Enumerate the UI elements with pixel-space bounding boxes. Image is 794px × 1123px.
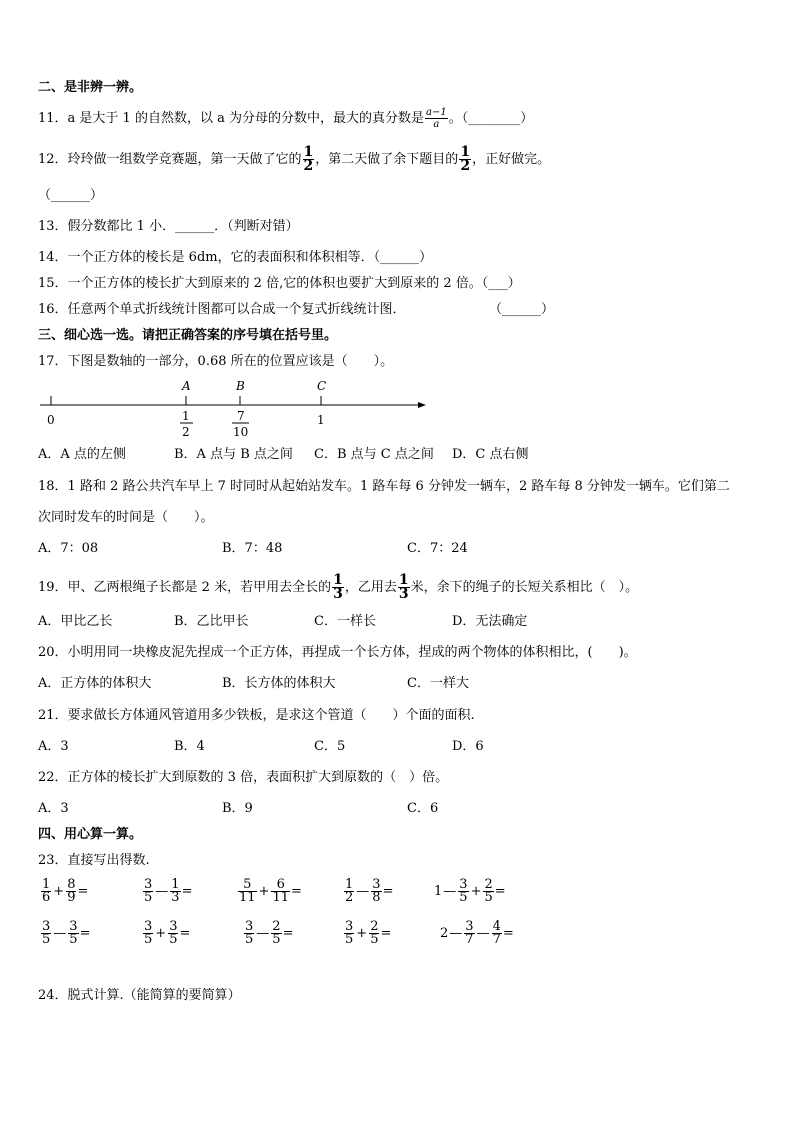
- q11-text: 11．a 是大于 1 的自然数，以 a 为分母的分数中，最大的真分数是: [38, 111, 424, 126]
- number-line-arrow: [418, 402, 426, 408]
- q20-options: [38, 676, 469, 692]
- q18-option-b[interactable]: B．7：48: [222, 541, 283, 556]
- label-one: 1: [317, 413, 325, 427]
- question-22: 22．正方体的棱长扩大到原数的 3 倍，表面积扩大到原数的（ ）倍。: [38, 770, 449, 785]
- q17-option-c[interactable]: C．B 点与 C 点之间: [314, 447, 434, 462]
- question-15: 15．一个正方体的棱长扩大到原来的 2 倍,它的体积也要扩大到原来的 2 倍。（___）: [38, 276, 521, 291]
- q17-options: [38, 447, 529, 463]
- q20-option-b[interactable]: B．长方体的体积大: [222, 676, 336, 691]
- label-half-den: 2: [182, 425, 190, 439]
- q19-fraction-1: $\frac{1}{3}$: [333, 572, 343, 602]
- label-b: B: [236, 379, 245, 393]
- q22-option-c[interactable]: C．6: [407, 801, 439, 816]
- question-11: [38, 107, 533, 130]
- question-18-line-1: 18．1 路和 2 路公共汽车早上 7 时同时从起始站发车。1 路车每 6 分钟发一辆车，2 路车每 8 分钟发一辆车。它们第二: [38, 479, 730, 494]
- calc-r2-5: 2 — $\frac{3}{7}$ — $\frac{4}{7}$ =: [440, 919, 514, 947]
- calc-r2-4: $\frac{3}{5}$ + $\frac{2}{5}$ =: [345, 919, 392, 947]
- section-heading-choose: 三、细心选一选。请把正确答案的序号填在括号里。: [38, 328, 338, 343]
- q20-option-c[interactable]: C．一样大: [407, 676, 469, 691]
- q19-option-b[interactable]: B．乙比甲长: [174, 614, 249, 629]
- q22-option-b[interactable]: B．9: [222, 801, 253, 816]
- label-c: C: [317, 379, 327, 393]
- calc-r1-1: $\frac{1}{6}$ + $\frac{8}{9}$ =: [42, 877, 89, 905]
- label-seven-tenths-den: 10: [233, 425, 249, 439]
- q19-options: [38, 614, 527, 630]
- q19-option-a[interactable]: A．甲比乙长: [38, 614, 113, 629]
- question-16: 16．任意两个单式折线统计图都可以合成一个复式折线统计图． （______）: [38, 302, 555, 317]
- label-a: A: [182, 379, 191, 393]
- q18-options: [38, 541, 468, 557]
- q21-options: [38, 739, 484, 755]
- q18-option-c[interactable]: C．7：24: [407, 541, 468, 556]
- q12-fraction-2: $\frac{1}{2}$: [460, 144, 471, 174]
- question-12: 12．玲玲做一组数学竞赛题，第一天做了它的 $\frac{1}{2}$ ，第二天做了余下题目的 $\frac{1}{2}$ ，正好做完。: [38, 144, 551, 174]
- label-half-num: 1: [182, 409, 190, 423]
- q21-option-d[interactable]: D．6: [452, 739, 484, 754]
- q19-option-c[interactable]: C．一样长: [314, 614, 376, 629]
- question-14: 14．一个正方体的棱长是 6dm，它的表面积和体积相等．（______）: [38, 250, 433, 265]
- question-13: 13．假分数都比 1 小．______．（判断对错）: [38, 219, 299, 234]
- calc-r1-3: $\frac{5}{11}$ + $\frac{6}{11}$ =: [239, 877, 302, 905]
- question-20: 20．小明用同一块橡皮泥先捏成一个正方体，再捏成一个长方体，捏成的两个物体的体积相比，( )。: [38, 645, 637, 660]
- q17-option-d[interactable]: D．C 点右侧: [452, 447, 529, 462]
- question-24: 24．脱式计算.（能简算的要简算）: [38, 988, 241, 1003]
- q11-answer-blank[interactable]: 。（________）: [448, 111, 534, 126]
- calc-r2-3: $\frac{3}{5}$ — $\frac{2}{5}$ =: [245, 919, 294, 947]
- calc-r1-4: $\frac{1}{2}$ — $\frac{3}{8}$ =: [345, 877, 394, 905]
- q12-fraction-1: $\frac{1}{2}$: [303, 144, 314, 174]
- section-heading-judge: 二、是非辨一辨。: [38, 80, 143, 95]
- q19-fraction-2: $\frac{1}{3}$: [398, 572, 409, 602]
- q11-fraction: $\frac{a-1}{a}$: [425, 107, 447, 130]
- question-21: 21．要求做长方体通风管道用多少铁板，是求这个管道（ ）个面的面积.: [38, 708, 475, 723]
- q21-option-b[interactable]: B．4: [174, 739, 205, 754]
- question-23: 23．直接写出得数.: [38, 853, 150, 868]
- question-19: 19．甲、乙两根绳子长都是 2 米，若甲用去全长的 $\frac{1}{3}$ ，乙用去 $\frac{1}{3}$ 米，余下的绳子的长短关系相比（ ）。: [38, 572, 639, 602]
- label-zero: 0: [47, 413, 55, 427]
- question-17: 17．下图是数轴的一部分，0.68 所在的位置应该是（ ）。: [38, 354, 394, 369]
- q22-options: [38, 801, 438, 817]
- q19-option-d[interactable]: D．无法确定: [452, 614, 528, 629]
- q20-option-a[interactable]: A．正方体的体积大: [38, 676, 152, 691]
- label-seven-tenths-num: 7: [237, 409, 245, 423]
- q17-option-b[interactable]: B．A 点与 B 点之间: [174, 447, 293, 462]
- number-line-figure: [38, 378, 428, 440]
- section-heading-calculate: 四、用心算一算。: [38, 827, 143, 842]
- calc-r1-2: $\frac{3}{5}$ — $\frac{1}{3}$ =: [144, 877, 193, 905]
- q17-option-a[interactable]: A．A 点的左侧: [38, 447, 126, 462]
- q16-answer-blank[interactable]: （______）: [489, 302, 555, 317]
- q21-option-a[interactable]: A．3: [38, 739, 69, 754]
- q22-option-a[interactable]: A．3: [38, 801, 69, 816]
- calc-r2-2: $\frac{3}{5}$ + $\frac{3}{5}$ =: [144, 919, 191, 947]
- q21-option-c[interactable]: C．5: [314, 739, 346, 754]
- q18-option-a[interactable]: A．7：08: [38, 541, 99, 556]
- calc-r2-1: $\frac{3}{5}$ — $\frac{3}{5}$ =: [42, 919, 91, 947]
- question-18-line-2: 次同时发车的时间是（ ）。: [38, 510, 214, 525]
- calc-r1-5: 1 — $\frac{3}{5}$ + $\frac{2}{5}$ =: [434, 877, 506, 905]
- q12-answer-blank[interactable]: （______）: [38, 188, 104, 203]
